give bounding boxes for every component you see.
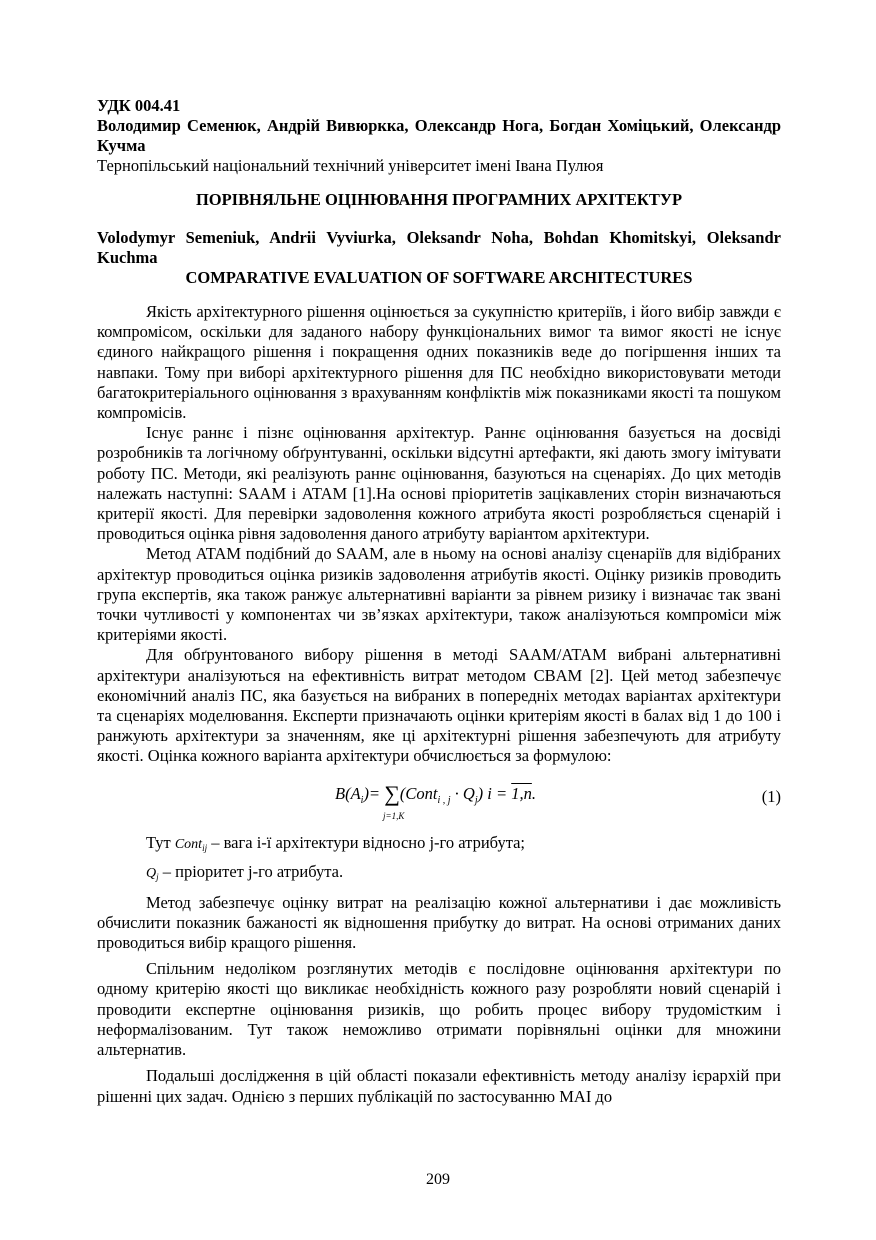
title-ukrainian: ПОРІВНЯЛЬНЕ ОЦІНЮВАННЯ ПРОГРАМНИХ АРХІТЕКТУР (195, 190, 683, 209)
affiliation: Тернопільський національний технічний університет імені Івана Пулюя (97, 156, 604, 175)
definition-symbol-cont: Cont (174, 836, 203, 852)
formula-term: (Cont (399, 783, 438, 803)
formula-range-suffix: . (531, 783, 536, 803)
formula-expression (335, 780, 536, 821)
paragraph-5: Метод забезпечує оцінку витрат на реалізацію кожної альтернативи і дає можливість обчислити показник бажаності як відношення прибутку до витрат. На основі отриманих даних проводиться вибір кращого рішення. (97, 892, 781, 953)
paragraph-3: Метод ATAM подібний до SAAM, але в ньому на основі аналізу сценаріїв для відібраних архітектур проводиться оцінка ризиків задоволення атрибутів якості. Оцінку ризиків проводить група експертів, яка також ранжує альтернативні варіанти за рівнем ризику і визначає так звані точки чутливості у компонентах чи зв’язках архітектури, також аналізуються компроміси між критеріями якості. (97, 544, 781, 645)
paragraph-6: Спільним недоліком розглянутих методів є послідовне оцінювання архітектури по одному критерію якості що викликає необхідність кожного разу розробляти новий сценарій і проводити експертне оцінювання ризиків, що робить процес вибору трудомістким і неформалізованим. Тут також неможливо отримати порівняльні оцінки для множини альтернатив. (97, 959, 781, 1060)
paragraph-7: Подальші дослідження в цій області показали ефективність методу аналізу ієрархій при рішенні цих задач. Однією з перших публікацій по застосуванню MAI до (97, 1066, 781, 1106)
udk-code: УДК 004.41 (97, 96, 181, 115)
definition-cont (97, 831, 781, 860)
formula-range-prefix: i = (487, 783, 512, 803)
definition-text-q: – пріоритет j-го атрибута. (158, 861, 344, 881)
page-number: 209 (426, 1171, 450, 1188)
definition-prefix: Тут (146, 832, 175, 852)
formula-term-close: ) (477, 783, 484, 803)
authors-english: Volodymyr Semeniuk, Andrii Vyviurka, Oleksandr Noha, Bohdan Khomitskyi, Oleksandr Kuchma (97, 228, 781, 267)
definition-symbol-q-sub: j (156, 871, 159, 882)
formula-lhs: B(A (335, 783, 361, 803)
definition-q (97, 860, 781, 889)
formula-term-sub: i , j (437, 794, 451, 806)
article (97, 96, 781, 1107)
authors-ukrainian: Володимир Семенюк, Андрій Вивюркка, Олександр Нога, Богдан Хоміцький, Олександр Кучма (97, 116, 781, 155)
definition-text-cont: – вага і-ї архітектури відносно j-го атрибута; (207, 832, 526, 852)
title-english: COMPARATIVE EVALUATION OF SOFTWARE ARCHITECTURES (185, 268, 693, 287)
formula-number: (1) (761, 786, 781, 806)
formula-limits: j=1,K (383, 810, 405, 821)
formula-1 (97, 775, 781, 825)
paragraph-1: Якість архітектурного рішення оцінюється за сукупністю критеріїв, і його вибір завжди є компромісом, оскільки для заданого набору функціональних вимог та вимог якості не існує єдиного найкращого рішення і покращення одних показників веде до погіршення інших та навпаки. Тому при виборі архітектурного рішення для ПС необхідно використовувати методи багатокритеріального оцінювання з врахуванням конфліктів між показниками якості та пошуком компромісів. (97, 302, 781, 423)
definition-symbol-cont-sub: ij (202, 842, 208, 853)
formula-dot: · Q (450, 783, 475, 803)
formula-sigma: ∑ (384, 780, 400, 806)
formula-lhs-close: )= (363, 783, 381, 803)
formula-q-sub: j (474, 794, 478, 806)
paragraph-2: Існує раннє і пізнє оцінювання архітектур. Раннє оцінювання базується на досвіді розробників та логічному обґрунтуванні, оскільки відсутні артефакти, які дають змогу імітувати роботу ПС. Методи, які реалізують раннє оцінювання, базуються на сценаріях. До цих методів належать наступні: SAAM і ATAM [1].На основі пріоритетів зацікавлених сторін визначаються критерії якості. Для перевірки задоволення кожного атрибута якості розробляється сценарій і проводиться оцінка рівня задоволення даного атрибуту варіантом архітектури. (97, 423, 781, 544)
formula-range: 1,n (511, 783, 532, 803)
paragraph-4: Для обґрунтованого вибору рішення в методі SAAM/ATAM вибрані альтернативні архітектури аналізуються на ефективність витрат методом CBAM [2]. Цей метод забезпечує економічний аналіз ПС, яка базується на вибраних в попередніх методах варіантах архітектури та сценаріях моделювання. Експерти призначають оцінки критеріям якості в балах від 1 до 100 і ранжують архітектури за значенням, яке ці архітектурні рішення забезпечують для атрибуту якості. Оцінка кожного варіанта архітектури обчислюється за формулою: (97, 645, 781, 766)
definition-symbol-q: Q (146, 865, 157, 881)
formula-lhs-sub: i (360, 794, 364, 806)
